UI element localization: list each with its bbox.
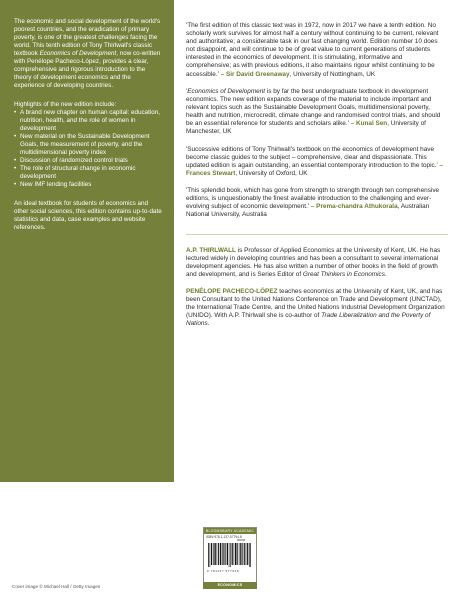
endorsement bbox=[186, 22, 448, 79]
quote-text: is by far the best undergraduate textbook in development economics. The new edition expands coverage of the material to include important and relevant topics such as the Sustainable Development Goals, multidimensional poverty, health and nutrition, microcredit, climate change and randomised control trials, and should be an essential reference for students and scholars alike.' bbox=[186, 87, 441, 128]
bio-book-title: Great Thinkers in Economics bbox=[302, 270, 385, 278]
intro-book-title: Economics of Development bbox=[39, 50, 117, 57]
endorsements bbox=[186, 0, 448, 220]
barcode-bars bbox=[208, 543, 251, 567]
endorsement bbox=[186, 88, 448, 137]
closing-paragraph: An ideal textbook for students of economics and other social sciences, this edition contains up-to-date statistics and data, case examples and website references. bbox=[14, 200, 162, 231]
quote-author: – Prema-chandra Athukorala bbox=[309, 203, 398, 211]
highlight-item: • The role of structural change in economic development bbox=[14, 165, 162, 181]
highlight-item: • A brand new chapter on human capital: education, nutrition, health, and the role of women in development bbox=[14, 109, 162, 133]
quote-institution: , University of Manchester, UK bbox=[186, 120, 426, 136]
isbn-text: ISBN 978-1-137-57794-8 bbox=[206, 535, 242, 539]
blank-area bbox=[0, 482, 174, 600]
blurb-panel bbox=[0, 0, 174, 482]
highlight-item: • Discussion of randomized control trials bbox=[14, 157, 162, 165]
price-digits: 90000 bbox=[237, 538, 246, 542]
subject-label: ECONOMICS bbox=[203, 582, 257, 589]
quote-open: ' bbox=[186, 87, 188, 95]
quote-author: – Frances Stewart bbox=[186, 161, 444, 177]
highlights-heading: Highlights of the new edition include: bbox=[14, 101, 117, 108]
barcode-block bbox=[203, 527, 257, 583]
quote-text: 'Successive editions of Tony Thirlwall's textbook on the economics of development have become classic guides to the subject – comprehensive, clear and dispassionate. This updated edition is again outstanding, an essential contemporary introduction to the topic.' bbox=[186, 145, 438, 169]
barcode-digits: 9 781137 577948 bbox=[207, 569, 240, 573]
quote-institution: , Australian National University, Australia bbox=[186, 203, 430, 219]
highlights-list bbox=[14, 109, 162, 189]
review-column bbox=[186, 0, 448, 337]
endorsement bbox=[186, 146, 448, 178]
quote-institution: , University of Oxford, UK bbox=[235, 169, 308, 177]
intro-text-rest: , now co-written with Penélope Pacheco-López, provides a clear, comprehensive and rigorous introduction to the theory of development economics and the experience of developing countries. bbox=[14, 50, 161, 89]
endorsement bbox=[186, 187, 448, 219]
intro-text: The economic and social development of the world's poorest countries, and the eradication of primary poverty, is one of the greatest challenges facing the world. This tenth edition of Tony Thirlwall's classic textbook bbox=[14, 18, 161, 57]
intro-paragraph bbox=[14, 18, 162, 90]
quote-text: 'This splendid book, which has gone from strength to strength through ten comprehensive editions, is unquestionably the finest available introduction to the challenging and ever-evolving subject of economic development.' bbox=[186, 187, 440, 211]
bio-text: teaches economics at the University of Kent, UK, and has been Consultant to the United Nations Conference on Trade and Development (UNCTAD), the International Trade Centre, and the United Nations Industrial Development Organization (UNIDO). With A.P. Thirlwall she is co-author of bbox=[186, 287, 445, 319]
cover-credit: Cover image © Michael Hall / Getty Images bbox=[12, 584, 101, 589]
highlight-item: • New material on the Sustainable Development Goals, the measurement of poverty, and the multidimensional poverty index bbox=[14, 133, 162, 157]
bio-end: . bbox=[207, 320, 210, 328]
quote-text: 'The first edition of this classic text was in 1972, now in 2017 we have a tenth edition. No scholarly work survives for almost half a century without continuing to be current, relevant and authoritative; a considerable task in our fast changing world. Edition number 10 does not disappoint, and will continue to be of great value to current generations of students interested in the economics of development. It is stimulating, informative and comprehensive; as with previous editions, it also maintains rigour whilst continuing to be accessible.' bbox=[186, 22, 439, 78]
quote-book-title: Economics of Development bbox=[187, 87, 266, 95]
bio-book-title: Trade Liberalization and the Poverty of Nations bbox=[186, 311, 431, 328]
quote-author: – Kunal Sen bbox=[348, 120, 388, 128]
author-bio bbox=[186, 247, 448, 279]
highlight-item: • New IMF lending facilities bbox=[14, 181, 162, 189]
author-bio bbox=[186, 288, 448, 328]
quote-institution: , University of Nottingham, UK bbox=[289, 70, 376, 78]
bio-text: is Professor of Applied Economics at the University of Kent, UK. He has lectured widely in developing countries and has been a consultant to several international development agencies. He has also written a number of other books in the field of growth and development, and is Series Editor of bbox=[186, 246, 441, 278]
section-divider bbox=[186, 234, 448, 235]
quote-author: – Sir David Greenaway bbox=[218, 70, 290, 78]
author-name: A.P. THIRLWALL bbox=[186, 246, 236, 254]
author-name: PENÉLOPE PACHECO-LÓPEZ bbox=[186, 287, 278, 295]
bio-end: . bbox=[384, 270, 387, 278]
publisher-band: BLOOMSBURY ACADEMIC bbox=[205, 529, 255, 533]
